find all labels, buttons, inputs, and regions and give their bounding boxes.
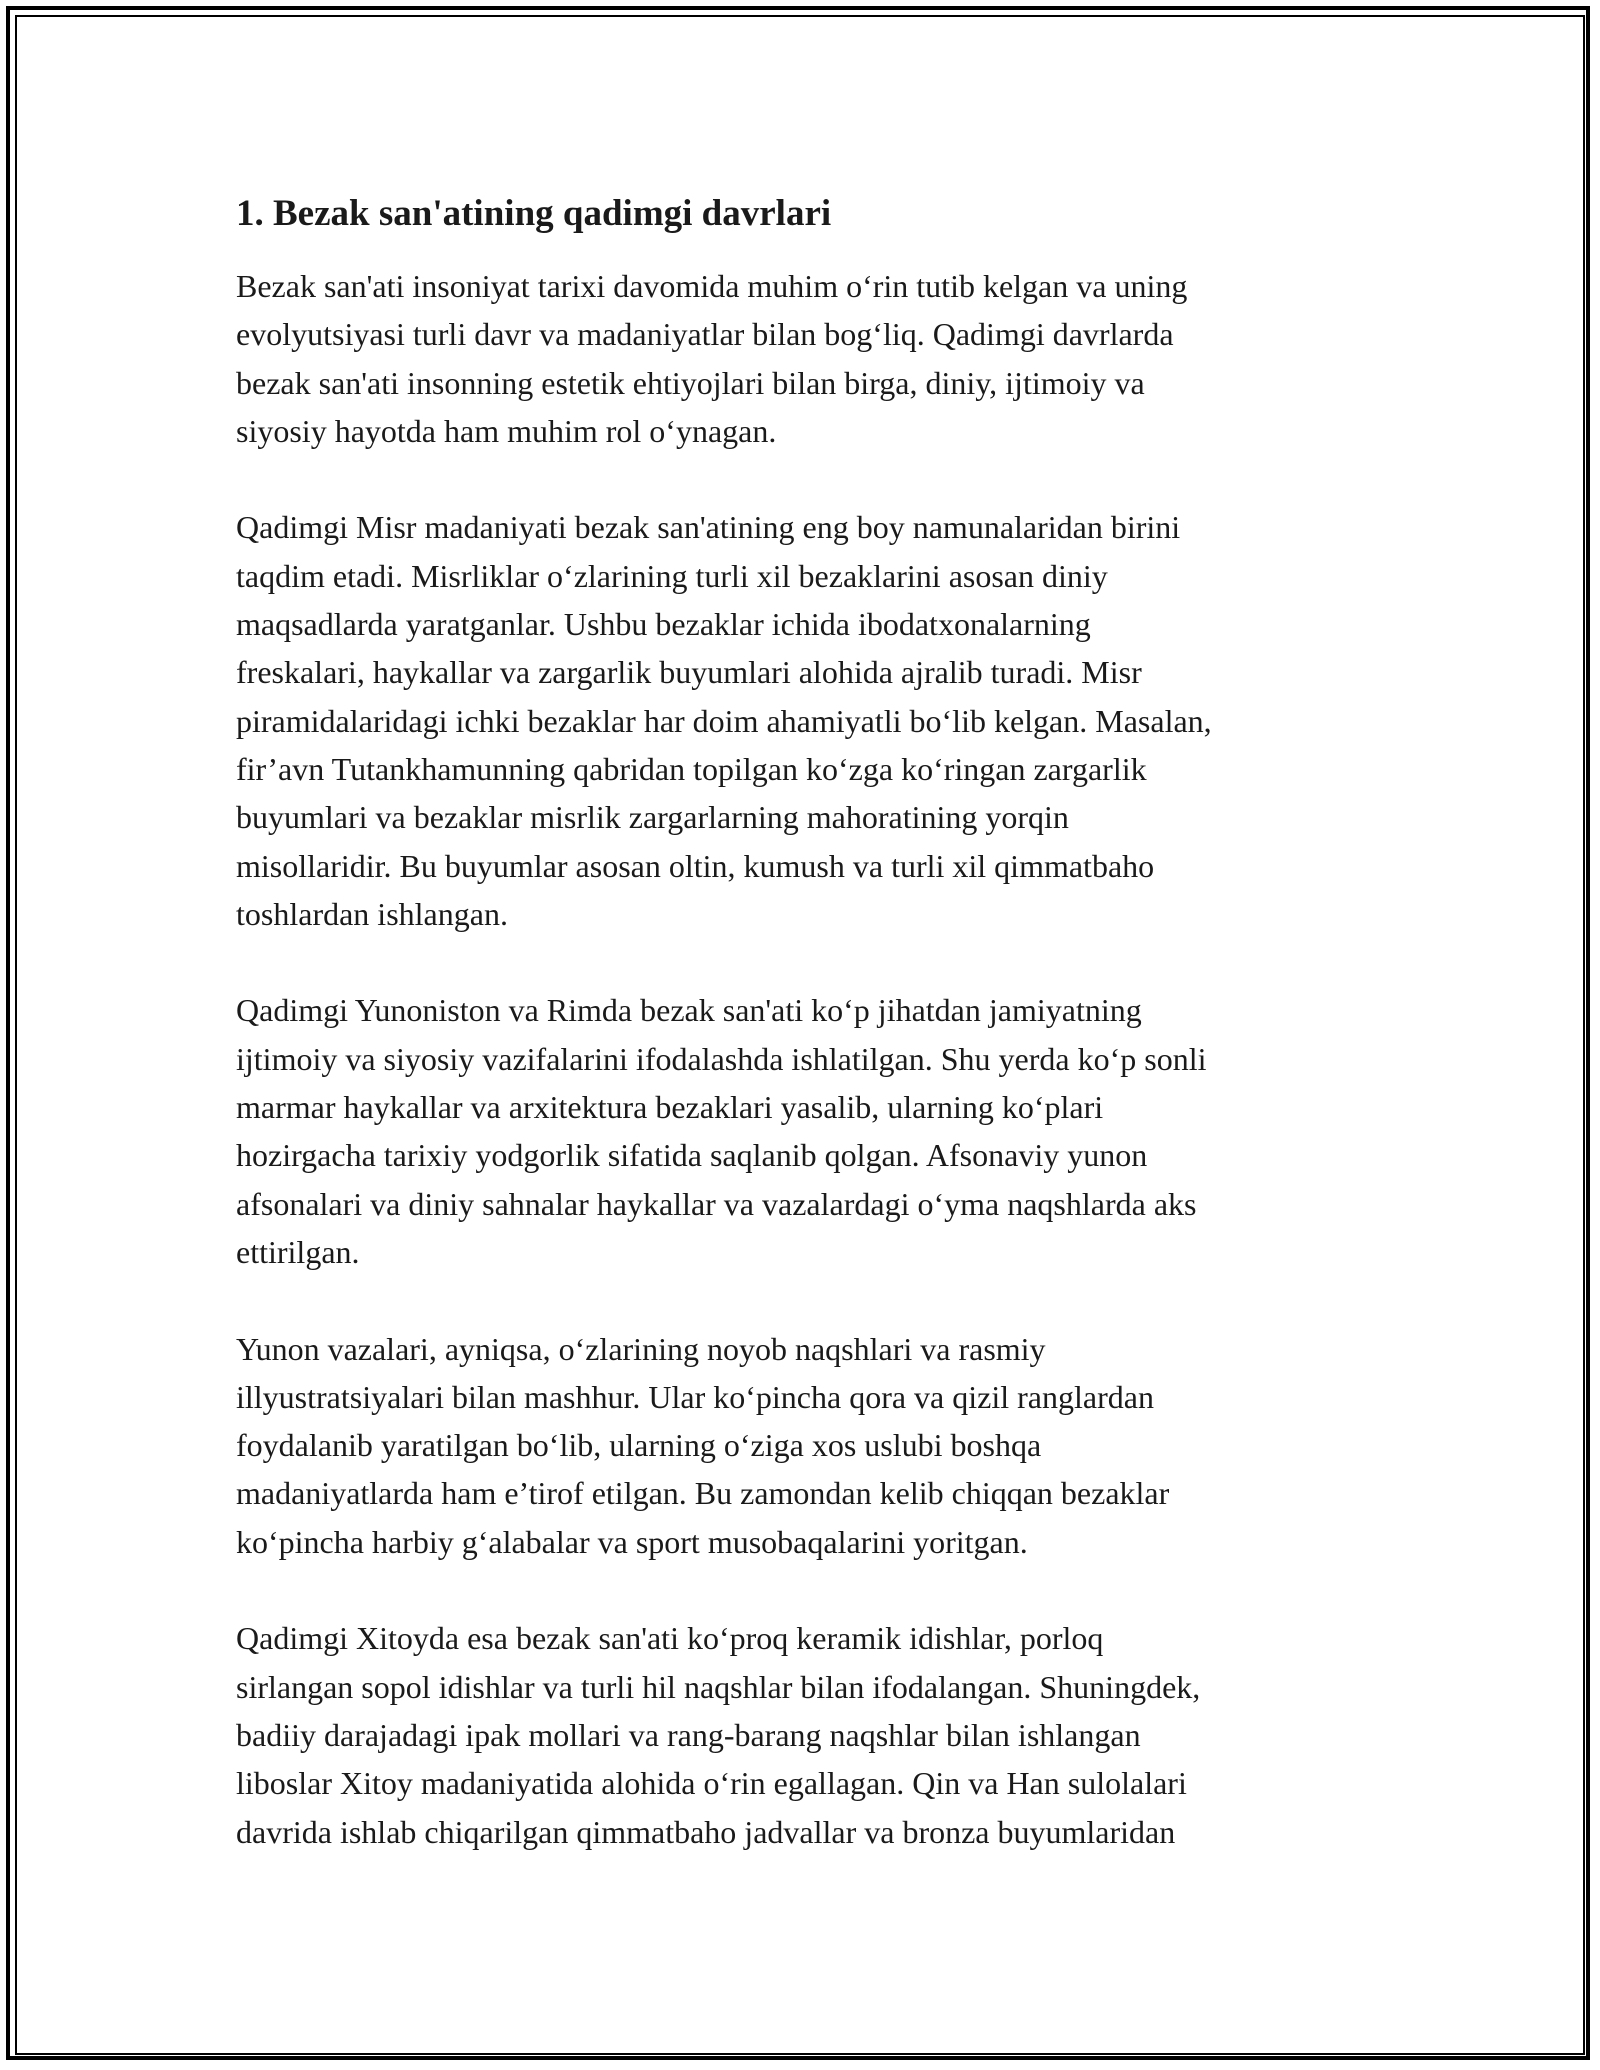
text-line: davrida ishlab chiqarilgan qimmatbaho jadvallar va bronza buyumlaridan [236,1813,1176,1850]
text-line: Bezak san'ati insoniyat tarixi davomida muhim o‘rin tutib kelgan va uning [236,268,1188,304]
text-line: marmar haykallar va arxitektura bezaklari yasalib, ularning ko‘plari [236,1089,1104,1126]
text-line: hozirgacha tarixiy yodgorlik sifatida saqlanib qolgan. Afsonaviy yunon [236,1137,1148,1174]
paragraph-intro [236,262,1366,455]
text-line: Yunon vazalari, ayniqsa, o‘zlarining noyob naqshlari va rasmiy [236,1330,1046,1367]
text-line: Qadimgi Xitoyda esa bezak san'ati ko‘proq keramik idishlar, porloq [236,1620,1104,1657]
document-body [236,186,1366,1904]
text-line: ko‘pincha harbiy g‘alabalar va sport musobaqalarini yoritgan. [236,1523,1028,1560]
text-line: badiiy darajadagi ipak mollari va rang-barang naqshlar bilan ishlangan [236,1716,1141,1753]
paragraph-greek-vases [236,1325,1366,1566]
text-line: illyustratsiyalari bilan mashhur. Ular ko‘pincha qora va qizil ranglardan [236,1378,1154,1415]
text-line: madaniyatlarda ham e’tirof etilgan. Bu zamondan kelib chiqqan bezaklar [236,1475,1170,1512]
text-line: ettirilgan. [236,1233,360,1270]
text-line: piramidalaridagi ichki bezaklar har doim ahamiyatli bo‘lib kelgan. Masalan, [236,702,1212,739]
text-line: Qadimgi Misr madaniyati bezak san'atining eng boy namunalaridan birini [236,509,1181,546]
paragraph-egypt [236,503,1366,938]
text-line: foydalanib yaratilgan bo‘lib, ularning o‘ziga xos uslubi boshqa [236,1427,1042,1464]
text-line: toshlardan ishlangan. [236,895,508,932]
text-line: evolyutsiyasi turli davr va madaniyatlar bilan bog‘liq. Qadimgi davrlarda [236,316,1174,353]
text-line: Qadimgi Yunoniston va Rimda bezak san'ati ko‘p jihatdan jamiyatning [236,992,1142,1029]
text-line: buyumlari va bezaklar misrlik zargarlarning mahoratining yorqin [236,799,1069,836]
text-line: maqsadlarda yaratganlar. Ushbu bezaklar ichida ibodatxonalarning [236,606,1091,643]
text-line: ijtimoiy va siyosiy vazifalarini ifodalashda ishlatilgan. Shu yerda ko‘p sonli [236,1040,1207,1077]
text-line: liboslar Xitoy madaniyatida alohida o‘rin egallagan. Qin va Han sulolalari [236,1765,1187,1802]
paragraph-greece-rome [236,986,1366,1276]
text-line: afsonalari va diniy sahnalar haykallar va vazalardagi o‘yma naqshlarda aks [236,1185,1197,1222]
text-line: siyosiy hayotda ham muhim rol o‘ynagan. [236,412,777,449]
text-line: fir’avn Tutankhamunning qabridan topilgan ko‘zga ko‘ringan zargarlik [236,750,1147,787]
text-line: taqdim etadi. Misrliklar o‘zlarining turli xil bezaklarini asosan diniy [236,557,1108,594]
text-line: misollaridir. Bu buyumlar asosan oltin, kumush va turli xil qimmatbaho [236,847,1155,884]
paragraph-china [236,1614,1366,1855]
text-line: bezak san'ati insonning estetik ehtiyojlari bilan birga, diniy, ijtimoiy va [236,364,1145,401]
text-line: freskalari, haykallar va zargarlik buyumlari alohida ajralib turadi. Misr [236,654,1142,691]
section-heading: 1. Bezak san'atining qadimgi davrlari [236,193,832,234]
text-line: sirlangan sopol idishlar va turli hil naqshlar bilan ifodalangan. Shuningdek, [236,1668,1201,1705]
